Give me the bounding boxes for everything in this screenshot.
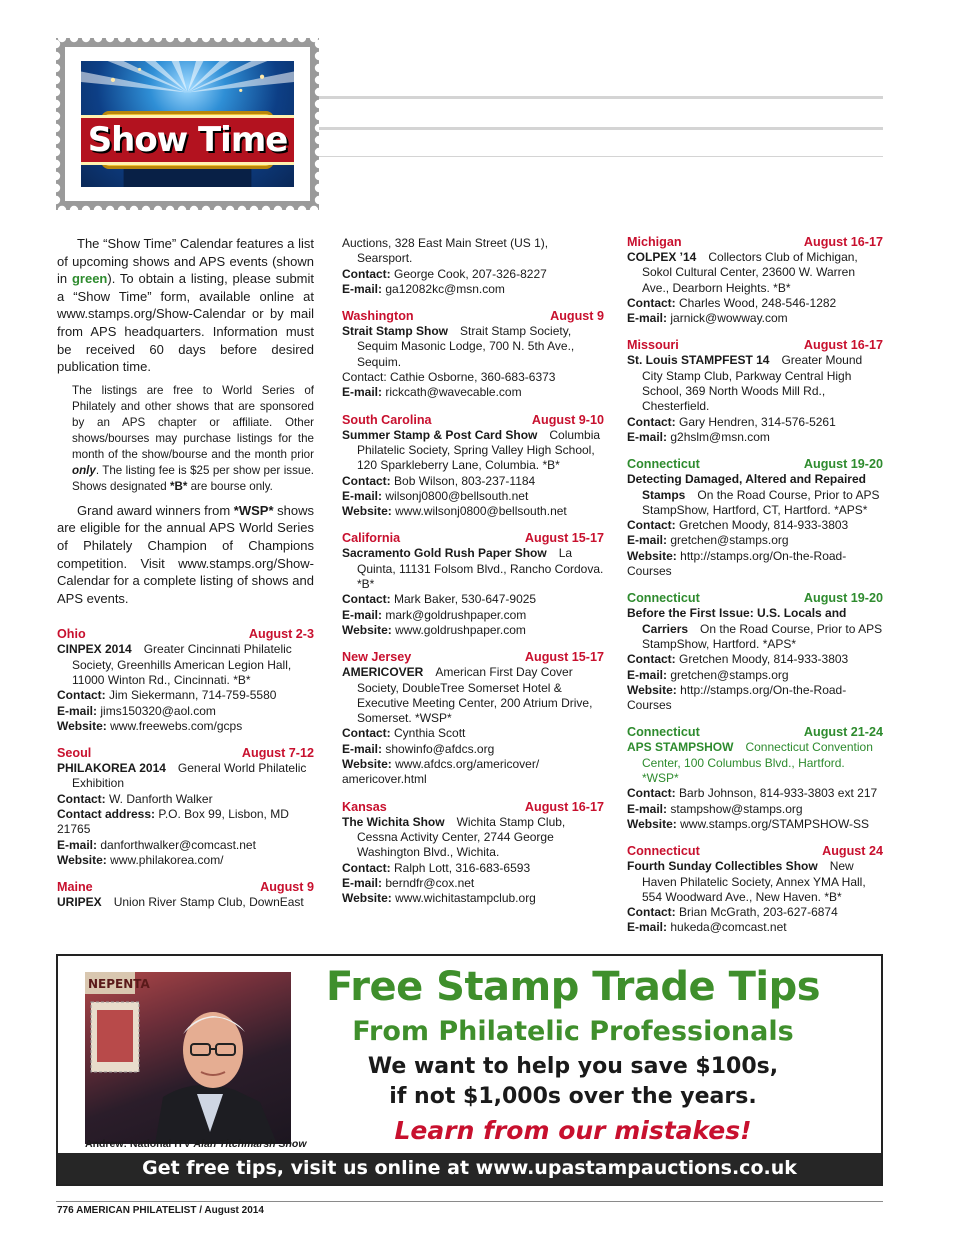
intro-paragraph-3: [57, 502, 314, 608]
listing-text[interactable]: jims150320@aol.com: [100, 703, 216, 718]
listing-detail-line: [627, 683, 883, 714]
listing-state: Connecticut: [627, 725, 700, 740]
show-listing: [342, 530, 604, 638]
listing-text: La Quinta, 11131 Folsom Blvd., Rancho Cordova. *B*: [357, 546, 604, 592]
listing-label: E-mail:: [627, 920, 668, 935]
listing-title-line: [342, 324, 604, 370]
advertisement: [56, 954, 883, 1186]
caption-show-name: Alan Titchmarsh Show: [193, 1138, 307, 1150]
listing-text[interactable]: jarnick@wowway.com: [670, 311, 788, 326]
show-listing: [627, 590, 883, 713]
listing-title-line: [627, 250, 883, 296]
listing-label: E-mail:: [57, 837, 98, 852]
presenter-portrait: [85, 972, 291, 1144]
emphasis-only: only: [72, 463, 96, 477]
listing-label: Fourth Sunday Collectibles Show: [627, 859, 818, 874]
listing-label: E-mail:: [342, 488, 383, 503]
listing-label: URIPEX: [57, 895, 102, 910]
listing-header: [342, 530, 604, 546]
intro-text: The “Show Time” Calendar features a list of upcoming shows and APS events (shown in: [57, 236, 314, 287]
listing-text[interactable]: hukeda@comcast.net: [670, 920, 787, 935]
listing-label: E-mail:: [342, 741, 383, 756]
listing-text[interactable]: www.philakorea.com/: [110, 852, 224, 867]
show-listing: [342, 236, 604, 297]
listing-header: [627, 337, 883, 353]
show-listing: [627, 234, 883, 326]
listing-date: August 21-24: [803, 725, 883, 740]
header-rule-3: [319, 156, 883, 157]
listing-text: Ralph Lott, 316-683-6593: [394, 860, 531, 875]
listing-label: Website:: [342, 891, 392, 906]
listing-text: Jim Siekermann, 714-759-5580: [109, 688, 277, 703]
listing-text[interactable]: http://stamps.org/On-the-Road-Courses: [627, 682, 847, 713]
listing-label: Website:: [627, 682, 677, 697]
listing-text: General World Philatelic Exhibition: [72, 761, 307, 791]
listing-label: E-mail:: [57, 703, 98, 718]
listing-header: [57, 626, 314, 642]
listing-detail-line: [342, 474, 604, 489]
listing-detail-line: [342, 370, 604, 385]
listing-title-line: [342, 665, 604, 726]
listing-text[interactable]: www.wilsonj0800@bellsouth.net: [395, 504, 567, 519]
intro-paragraph-2: [57, 383, 314, 495]
listing-detail-line: [627, 668, 883, 683]
listing-date: August 16-17: [803, 338, 883, 353]
listing-label: COLPEX ’14: [627, 250, 697, 264]
listing-label: E-mail:: [627, 667, 668, 682]
listing-label: Contact address:: [57, 806, 156, 821]
listing-text: Gretchen Moody, 814-933-3803: [679, 518, 849, 533]
listing-label: Contact:: [342, 266, 391, 281]
listing-label: Contact:: [57, 791, 106, 806]
show-listing: [627, 843, 883, 935]
listing-label: AMERICOVER: [342, 665, 424, 680]
listing-header: [627, 590, 883, 606]
listing-detail-line: [627, 817, 883, 832]
listing-detail-line: [627, 549, 883, 580]
listings-column-3: [627, 234, 883, 936]
listing-text: Mark Baker, 530-647-9025: [394, 592, 537, 607]
listing-detail-line: [342, 876, 604, 891]
listing-detail-line: [342, 726, 604, 741]
listing-state: California: [342, 531, 401, 546]
intro-text: . The listing fee is $25 per show per issue. Shows designated: [72, 463, 314, 493]
listing-state: Seoul: [57, 746, 92, 761]
listing-label: Contact:: [627, 518, 676, 533]
listing-text[interactable]: showinfo@afdcs.org: [385, 741, 495, 756]
show-listing: [342, 649, 604, 787]
listing-state: Connecticut: [627, 457, 700, 472]
listing-text: Contact: Cathie Osborne, 360-683-6373: [342, 370, 556, 385]
listing-text: W. Danforth Walker: [109, 791, 213, 806]
listing-label: Detecting Damaged, Altered and Repaired Stamps: [627, 472, 866, 502]
listing-text: Strait Stamp Society, Sequim Masonic Lodge, 700 N. 5th Ave., Sequim.: [357, 324, 575, 369]
listing-text[interactable]: berndfr@cox.net: [385, 875, 475, 890]
listing-text[interactable]: wilsonj0800@bellsouth.net: [385, 488, 529, 503]
listing-detail-line: [57, 719, 314, 734]
listing-detail-line: [342, 282, 604, 297]
listing-title-line: [627, 859, 883, 905]
listing-text[interactable]: gretchen@stamps.org: [670, 533, 789, 548]
listing-label: E-mail:: [342, 281, 383, 296]
listing-label: Website:: [57, 852, 107, 867]
listing-text: Auctions, 328 East Main Street (US 1), Searsport.: [342, 236, 549, 266]
listing-detail-line: [627, 311, 883, 326]
listing-text: Charles Wood, 248-546-1282: [679, 295, 837, 310]
listing-label: E-mail:: [342, 607, 383, 622]
listing-detail-line: [627, 920, 883, 935]
listing-text[interactable]: rickcath@wavecable.com: [385, 385, 522, 400]
listing-detail-line: [57, 688, 314, 703]
listing-text: Union River Stamp Club, DownEast: [113, 895, 304, 910]
listing-text: Gretchen Moody, 814-933-3803: [679, 652, 849, 667]
show-listing: [57, 879, 314, 910]
listing-label: Website:: [627, 816, 677, 831]
header-rule-2: [319, 127, 883, 130]
listing-header: [57, 745, 314, 761]
listing-state: Connecticut: [627, 591, 700, 606]
column-2: [342, 236, 604, 917]
intro-text: shows are eligible for the annual APS World Series of Philately Champion of Champions competition. Visit www.stamps.org/Show-Calendar for a complete listing of shows and APS events.: [57, 502, 314, 606]
listing-label: Sacramento Gold Rush Paper Show: [342, 546, 547, 561]
listing-detail-line: [57, 853, 314, 868]
listing-detail-line: [627, 518, 883, 533]
listing-header: [627, 843, 883, 859]
listing-text[interactable]: www.goldrushpaper.com: [395, 622, 526, 637]
footer-rule: [56, 1201, 883, 1202]
listing-text[interactable]: mark@goldrushpaper.com: [385, 607, 527, 622]
listing-label: Website:: [342, 622, 392, 637]
listing-date: August 9: [260, 880, 314, 895]
listing-detail-line: [342, 236, 604, 267]
listing-label: Website:: [627, 548, 677, 563]
page-footer: 776 AMERICAN PHILATELIST / August 2014: [57, 1205, 264, 1216]
ad-body-line-1: We want to help you save $100s,: [367, 1054, 779, 1079]
listing-text: Greater Cincinnati Philatelic Society, Greenhills American Legion Hall, 11000 Winton Rd., Cincinnati. *B*: [72, 642, 292, 687]
marquee-illustration: [81, 61, 294, 187]
listing-text: Brian McGrath, 203-627-6874: [679, 905, 838, 920]
listing-detail-line: [342, 267, 604, 282]
listing-detail-line: [342, 742, 604, 757]
listing-label: Website:: [57, 718, 107, 733]
listing-text: Wichita Stamp Club, Cessna Activity Center, 2744 George Washington Blvd., Wichita.: [357, 814, 566, 860]
listing-state: Missouri: [627, 338, 679, 353]
listing-detail-line: [57, 704, 314, 719]
listing-detail-line: [627, 533, 883, 548]
logo-title: Show Time: [87, 120, 288, 160]
listing-header: [342, 412, 604, 428]
listing-text: American First Day Cover Society, DoubleTree Somerset Hotel & Executive Meeting Center, 200 Atrium Drive, Somerset. *WSP*: [357, 665, 593, 726]
listing-date: August 16-17: [803, 235, 883, 249]
listing-date: August 19-20: [803, 457, 883, 472]
intro-text: ). To obtain a listing, please submit a “Show Time” form, available online at www.stamps.org/Show-Calendar or by mail from APS headquarters. Information must be received 60 days before desired publication time.: [57, 271, 314, 375]
listing-label: E-mail:: [342, 385, 383, 400]
listing-text[interactable]: www.afdcs.org/americover/ americover.html: [342, 757, 540, 787]
listing-text: On the Road Course, Prior to APS StampShow, Hartford, CT, Hartford. *APS*: [642, 487, 880, 517]
listing-title-line: [627, 740, 883, 786]
listing-header: [342, 308, 604, 324]
listing-label: Contact:: [342, 726, 391, 741]
listing-detail-line: [342, 623, 604, 638]
listing-header: [627, 456, 883, 472]
listing-header: [627, 724, 883, 740]
listing-detail-line: [342, 757, 604, 788]
listing-state: Michigan: [627, 235, 682, 249]
listing-detail-line: [342, 891, 604, 906]
listing-title-line: [627, 353, 883, 414]
marquee-sign: [87, 111, 288, 169]
ad-url-bar[interactable]: Get free tips, visit us online at www.upastampauctions.co.uk: [58, 1153, 881, 1184]
listing-detail-line: [342, 385, 604, 400]
listing-text: Bob Wilson, 803-237-1184: [394, 473, 536, 488]
listing-date: August 24: [822, 844, 883, 859]
intro-text: The listings are free to World Series of Philately and other shows that are sponsored by an APS chapter or affiliate. Other shows/bourses may purchase listings for the month of the show/bourse and the month prior: [72, 383, 314, 461]
listing-title-line: [57, 761, 314, 792]
show-listing: [342, 308, 604, 400]
intro-text: Grand award winners from: [77, 502, 234, 518]
listings-column-2: [342, 236, 604, 906]
listing-header: [57, 879, 314, 895]
listing-date: August 15-17: [524, 531, 604, 546]
show-listing: [627, 337, 883, 445]
listing-state: Connecticut: [627, 844, 700, 859]
listing-header: [342, 649, 604, 665]
listing-date: August 2-3: [248, 627, 314, 642]
listing-title-line: [57, 642, 314, 688]
ad-subheadline: From Philatelic Professionals: [352, 1016, 794, 1047]
listing-label: E-mail:: [627, 429, 668, 444]
bourse-designation: *B*: [169, 479, 188, 493]
listing-text[interactable]: gretchen@stamps.org: [670, 667, 789, 682]
listing-state: Washington: [342, 309, 414, 324]
listing-text[interactable]: g2hslm@msn.com: [670, 429, 770, 444]
listing-date: August 19-20: [803, 591, 883, 606]
listing-label: Contact:: [627, 652, 676, 667]
listing-label: E-mail:: [627, 311, 668, 326]
listing-title-line: [57, 895, 314, 910]
green-word: green: [71, 271, 108, 287]
listing-state: Ohio: [57, 627, 86, 642]
show-listing: [57, 626, 314, 734]
listing-text[interactable]: stampshow@stamps.org: [670, 801, 803, 816]
listing-text[interactable]: www.wichitastampclub.org: [395, 891, 536, 906]
listing-label: Before the First Issue: U.S. Locals and Carriers: [627, 606, 847, 636]
listing-label: Contact:: [342, 860, 391, 875]
listing-detail-line: [627, 905, 883, 920]
listing-detail-line: [627, 802, 883, 817]
listing-text: Connecticut Convention Center, 100 Columbus Blvd., Hartford. *WSP*: [642, 740, 873, 786]
listing-label: E-mail:: [342, 875, 383, 890]
listing-detail-line: [342, 489, 604, 504]
listing-detail-line: [342, 861, 604, 876]
listings-column-1: [57, 626, 314, 910]
listing-label: Contact:: [627, 905, 676, 920]
listing-text: P.O. Box 99, Lisbon, MD 21765: [57, 806, 289, 837]
listing-detail-line: [627, 415, 883, 430]
listing-date: August 15-17: [524, 650, 604, 665]
listing-label: Contact:: [627, 295, 676, 310]
listing-text: Greater Mound City Stamp Club, Parkway Central High School, 369 North Woods Mill Rd., Chesterfield.: [642, 353, 863, 414]
listing-state: Maine: [57, 880, 93, 895]
listing-date: August 9-10: [531, 412, 604, 427]
wsp-designation: *WSP*: [233, 502, 274, 518]
listing-state: Kansas: [342, 799, 387, 814]
show-listing: [342, 412, 604, 520]
listing-text[interactable]: danforthwalker@comcast.net: [100, 837, 256, 852]
listing-text[interactable]: ga12082kc@msn.com: [385, 281, 505, 296]
column-3: [627, 234, 883, 947]
listing-label: E-mail:: [627, 801, 668, 816]
listing-text: New Haven Philatelic Society, Annex YMA Hall, 554 Woodward Ave., New Haven. *B*: [642, 859, 866, 904]
listing-date: August 7-12: [241, 746, 314, 761]
listing-header: [342, 799, 604, 815]
ad-body-line-2: if not $1,000s over the years.: [389, 1084, 757, 1109]
listing-label: PHILAKOREA 2014: [57, 761, 166, 776]
listing-text: Gary Hendren, 314-576-5261: [679, 414, 836, 429]
listing-label: Contact:: [342, 592, 391, 607]
intro-text: are bourse only.: [187, 479, 273, 493]
listing-detail-line: [57, 792, 314, 807]
listing-detail-line: [342, 608, 604, 623]
listing-label: APS STAMPSHOW: [627, 740, 734, 755]
listing-label: Website:: [342, 757, 392, 772]
listing-text[interactable]: www.freewebs.com/gcps: [110, 718, 243, 733]
listing-label: The Wichita Show: [342, 814, 445, 829]
listing-label: Strait Stamp Show: [342, 324, 449, 339]
listing-text: Barb Johnson, 814-933-3803 ext 217: [679, 786, 878, 801]
listing-text[interactable]: www.stamps.org/STAMPSHOW-SS: [680, 816, 870, 831]
listing-text: Cynthia Scott: [394, 726, 466, 741]
show-listing: [342, 799, 604, 907]
intro-paragraph-1: [57, 235, 314, 376]
show-time-logo: [56, 38, 319, 210]
listing-title-line: [342, 546, 604, 592]
listing-header: [627, 234, 883, 250]
ad-headline: Free Stamp Trade Tips: [325, 964, 821, 1010]
listing-detail-line: [342, 592, 604, 607]
header-rule-1: [319, 96, 883, 99]
listing-label: Contact:: [342, 473, 391, 488]
show-listing: [627, 456, 883, 579]
listing-detail-line: [627, 296, 883, 311]
listing-date: August 16-17: [524, 799, 604, 814]
listing-label: Contact:: [627, 414, 676, 429]
listing-label: Website:: [342, 504, 392, 519]
svg-text:NEPENTA: NEPENTA: [88, 977, 150, 991]
listing-text: Collectors Club of Michigan, Sokol Cultural Center, 23600 W. Warren Ave., Dearborn Heights. *B*: [642, 250, 858, 295]
listing-detail-line: [342, 504, 604, 519]
listing-title-line: [627, 606, 883, 652]
listing-detail-line: [627, 786, 883, 801]
show-listing: [57, 745, 314, 868]
listing-label: Contact:: [627, 786, 676, 801]
column-1: [57, 234, 314, 921]
listing-text: On the Road Course, Prior to APS StampShow, Hartford. *APS*: [642, 621, 883, 651]
listing-state: South Carolina: [342, 412, 432, 427]
listing-detail-line: [627, 652, 883, 667]
listing-label: E-mail:: [627, 533, 668, 548]
caption-text: Andrew: National ITV: [85, 1138, 194, 1150]
ad-photo: [85, 972, 291, 1144]
photo-caption: [85, 1138, 307, 1150]
listing-detail-line: [57, 807, 314, 838]
listing-detail-line: [627, 430, 883, 445]
listing-label: Contact:: [57, 688, 106, 703]
listing-text: George Cook, 207-326-8227: [394, 266, 547, 281]
stamp-frame: [65, 47, 310, 201]
listing-label: CINPEX 2014: [57, 642, 132, 657]
listing-title-line: [342, 428, 604, 474]
listing-text: Columbia Philatelic Society, Spring Valley High School, 120 Sparkleberry Lane, Columbia. *B*: [357, 427, 601, 473]
ad-tagline: Learn from our mistakes!: [394, 1116, 752, 1145]
listing-title-line: [627, 472, 883, 518]
listing-date: August 9: [550, 309, 604, 324]
show-listing: [627, 724, 883, 832]
listing-state: New Jersey: [342, 650, 412, 665]
listing-label: Summer Stamp & Post Card Show: [342, 427, 538, 442]
listing-label: St. Louis STAMPFEST 14: [627, 353, 770, 368]
listing-detail-line: [57, 838, 314, 853]
listing-title-line: [342, 815, 604, 861]
listing-text[interactable]: http://stamps.org/On-the-Road-Courses: [627, 548, 847, 579]
